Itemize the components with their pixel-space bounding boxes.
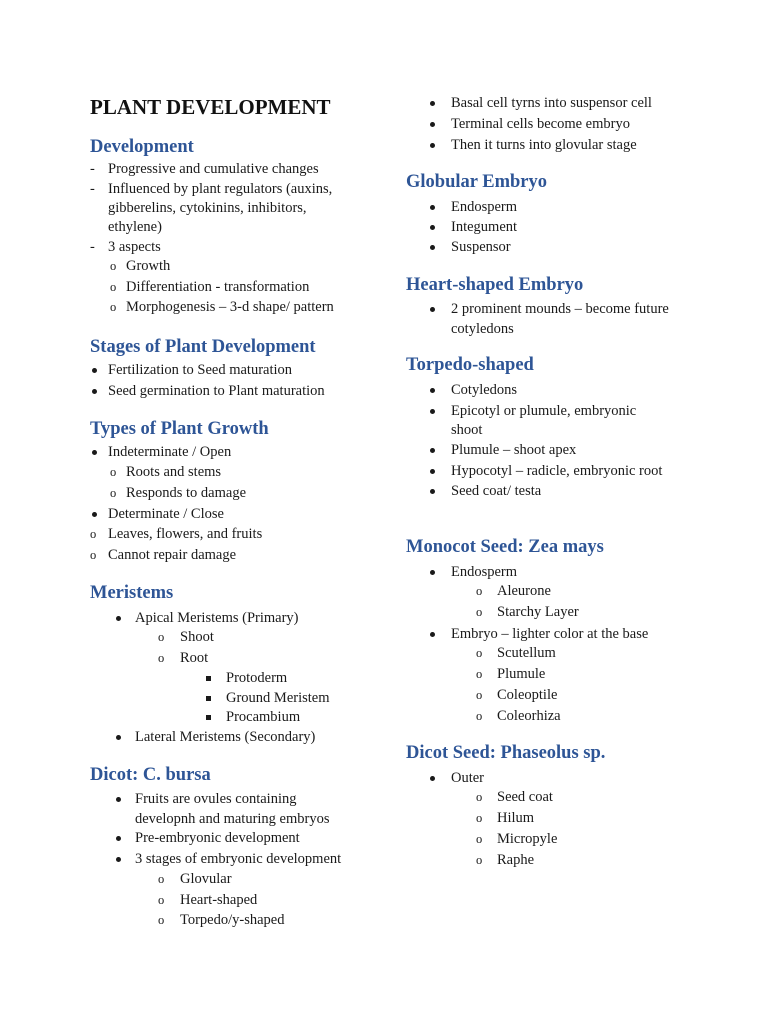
circle-bullet-icon: o — [476, 605, 483, 619]
bullet-icon — [92, 368, 97, 373]
bullet-icon — [430, 307, 435, 312]
heading-globular: Globular Embryo — [406, 172, 547, 192]
list-item: Integument — [451, 219, 518, 235]
list-item: Shoot — [180, 629, 214, 645]
heading-torpedo: Torpedo-shaped — [406, 355, 534, 375]
heading-development: Development — [90, 137, 194, 157]
circle-bullet-icon: o — [476, 832, 483, 846]
bullet-icon — [430, 776, 435, 781]
bullet-icon — [430, 489, 435, 494]
bullet-icon — [430, 225, 435, 230]
list-item: Raphe — [497, 852, 535, 868]
heading-monocot-seed: Monocot Seed: Zea mays — [406, 537, 604, 557]
list-item: Lateral Meristems (Secondary) — [135, 729, 316, 745]
circle-bullet-icon: o — [158, 651, 165, 665]
bullet-icon — [430, 122, 435, 127]
list-item: Cotyledons — [451, 382, 518, 398]
list-item: Plumule — [497, 666, 546, 682]
list-item: Torpedo/y-shaped — [180, 912, 285, 928]
list-item: Growth — [126, 258, 171, 274]
list-item: Roots and stems — [126, 464, 222, 480]
list-item: Plumule – shoot apex — [451, 442, 577, 458]
dash-marker: - — [90, 181, 95, 197]
heading-meristems: Meristems — [90, 583, 174, 603]
list-item: Endosperm — [451, 199, 518, 215]
list-item: Cannot repair damage — [108, 547, 237, 563]
list-item: gibberelins, cytokinins, inhibitors, — [108, 200, 307, 216]
dash-marker: - — [90, 161, 95, 177]
list-item: Starchy Layer — [497, 604, 579, 620]
list-item: Pre-embryonic development — [135, 830, 300, 846]
list-item: Fertilization to Seed maturation — [108, 362, 293, 378]
circle-bullet-icon: o — [158, 893, 165, 907]
list-item: Aleurone — [497, 583, 551, 599]
heading-dicot: Dicot: C. bursa — [90, 765, 211, 785]
heading-types: Types of Plant Growth — [90, 419, 269, 439]
list-item: Leaves, flowers, and fruits — [108, 526, 263, 542]
list-item: Responds to damage — [126, 485, 247, 501]
circle-bullet-icon: o — [90, 527, 97, 541]
list-item: Fruits are ovules containing — [135, 791, 297, 807]
list-item: Morphogenesis – 3-d shape/ pattern — [126, 299, 334, 315]
list-item: Scutellum — [497, 645, 556, 661]
list-item: 3 aspects — [108, 239, 161, 255]
bullet-icon — [116, 857, 121, 862]
list-item: Embryo – lighter color at the base — [451, 626, 649, 642]
circle-bullet-icon: o — [476, 853, 483, 867]
list-item: Then it turns into glovular stage — [451, 137, 637, 153]
circle-bullet-icon: o — [476, 646, 483, 660]
circle-bullet-icon: o — [110, 486, 117, 500]
circle-bullet-icon: o — [110, 259, 117, 273]
list-item: developnh and maturing embryos — [135, 811, 330, 827]
list-item: Seed coat/ testa — [451, 483, 542, 499]
circle-bullet-icon: o — [158, 872, 165, 886]
bullet-icon — [116, 797, 121, 802]
heading-heart-shaped: Heart-shaped Embryo — [406, 275, 584, 295]
list-item: Outer — [451, 770, 485, 786]
circle-bullet-icon: o — [110, 465, 117, 479]
list-item: Epicotyl or plumule, embryonic — [451, 403, 637, 419]
bullet-icon — [430, 409, 435, 414]
list-item: shoot — [451, 422, 483, 438]
bullet-icon — [116, 735, 121, 740]
square-bullet-icon — [206, 696, 211, 701]
list-item: Seed germination to Plant maturation — [108, 383, 325, 399]
list-item: cotyledons — [451, 321, 514, 337]
list-item: Procambium — [226, 709, 301, 725]
bullet-icon — [92, 450, 97, 455]
bullet-icon — [430, 143, 435, 148]
list-item: Root — [180, 650, 209, 666]
bullet-icon — [430, 205, 435, 210]
list-item: Ground Meristem — [226, 690, 330, 706]
bullet-icon — [430, 245, 435, 250]
list-item: Micropyle — [497, 831, 558, 847]
list-item: Endosperm — [451, 564, 518, 580]
bullet-icon — [430, 448, 435, 453]
list-item: Seed coat — [497, 789, 553, 805]
list-item: Differentiation - transformation — [126, 279, 310, 295]
list-item: Coleorhiza — [497, 708, 561, 724]
bullet-icon — [116, 836, 121, 841]
circle-bullet-icon: o — [158, 630, 165, 644]
heading-stages: Stages of Plant Development — [90, 337, 316, 357]
list-item: Protoderm — [226, 670, 288, 686]
list-item: Suspensor — [451, 239, 511, 255]
list-item: Terminal cells become embryo — [451, 116, 630, 132]
bullet-icon — [430, 469, 435, 474]
list-item: Glovular — [180, 871, 232, 887]
circle-bullet-icon: o — [476, 584, 483, 598]
bullet-icon — [92, 512, 97, 517]
circle-bullet-icon: o — [90, 548, 97, 562]
list-item: Coleoptile — [497, 687, 558, 703]
list-item: Progressive and cumulative changes — [108, 161, 319, 177]
bullet-icon — [92, 389, 97, 394]
list-item: Hilum — [497, 810, 535, 826]
circle-bullet-icon: o — [110, 300, 117, 314]
list-item: Hypocotyl – radicle, embryonic root — [451, 463, 663, 479]
list-item: Influenced by plant regulators (auxins, — [108, 181, 333, 197]
list-item: Basal cell tyrns into suspensor cell — [451, 95, 652, 111]
bullet-icon — [116, 616, 121, 621]
circle-bullet-icon: o — [476, 790, 483, 804]
circle-bullet-icon: o — [476, 667, 483, 681]
list-item: Indeterminate / Open — [108, 444, 232, 460]
bullet-icon — [430, 101, 435, 106]
circle-bullet-icon: o — [476, 688, 483, 702]
bullet-icon — [430, 632, 435, 637]
square-bullet-icon — [206, 676, 211, 681]
circle-bullet-icon: o — [476, 811, 483, 825]
square-bullet-icon — [206, 715, 211, 720]
bullet-icon — [430, 388, 435, 393]
list-item: 2 prominent mounds – become future — [451, 301, 669, 317]
bullet-icon — [430, 570, 435, 575]
circle-bullet-icon: o — [158, 913, 165, 927]
heading-dicot-seed: Dicot Seed: Phaseolus sp. — [406, 743, 606, 763]
circle-bullet-icon: o — [476, 709, 483, 723]
list-item: 3 stages of embryonic development — [135, 851, 342, 867]
circle-bullet-icon: o — [110, 280, 117, 294]
list-item: Heart-shaped — [180, 892, 258, 908]
list-item: Apical Meristems (Primary) — [135, 610, 299, 626]
list-item: ethylene) — [108, 219, 162, 235]
list-item: Determinate / Close — [108, 506, 224, 522]
page-title: PLANT DEVELOPMENT — [90, 95, 331, 119]
dash-marker: - — [90, 239, 95, 255]
